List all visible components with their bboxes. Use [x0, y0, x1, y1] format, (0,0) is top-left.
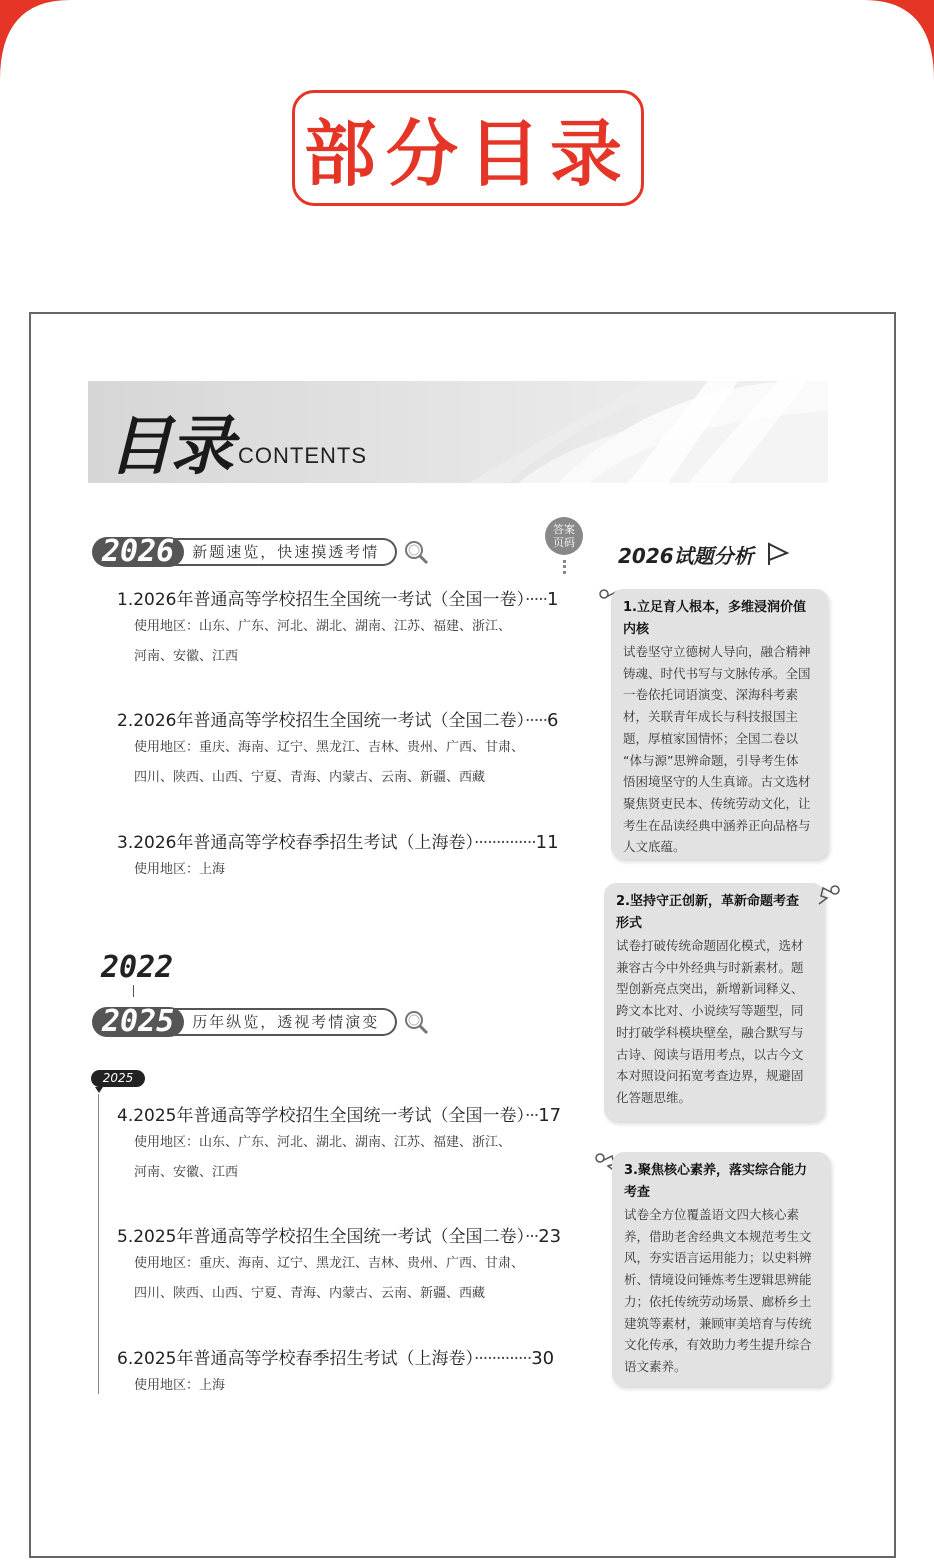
analysis-title: 2026试题分析 [618, 540, 791, 569]
magnifier-icon [403, 539, 429, 565]
page-number: 11 [535, 832, 559, 853]
year-slogan: 历年纵览，透视考情演变 [170, 1008, 397, 1036]
card-body: 试卷坚守立德树人导向，融合精神 铸魂、时代书写与文脉传承。全国 一卷依托词语演变、深海科考素 材，关联青年成长与科技报国主 题，厚植家国情怀；全国二卷以 “体与源”思辨命题，引导考生体 悟困境坚守的人生真谛。古文选材 聚焦贤吏民本、传统劳动文化，让 考生在品读经典中涵养正向品格与 人文底蕴。 [623, 644, 811, 855]
badge-dotted-line [563, 560, 569, 574]
flag-icon [765, 541, 791, 567]
toc-entry-title[interactable]: 2.2026年普通高等学校招生全国统一考试（全国二卷）·····6 [117, 710, 559, 731]
banner-title: 部分目录 [303, 112, 632, 196]
section-banner [292, 90, 644, 206]
toc-entry-title[interactable]: 4.2025年普通高等学校招生全国统一考试（全国一卷）···17 [117, 1105, 562, 1126]
year-pill-2025 [92, 1004, 429, 1039]
toc-entry-regions: 使用地区：上海 [134, 862, 226, 877]
badge-line1: 答案 [553, 523, 575, 536]
page-number: 17 [538, 1105, 562, 1126]
toc-entry-regions: 使用地区：上海 [134, 1378, 226, 1393]
card-heading: 2.坚持守正创新，革新命题考查 形式 [616, 894, 799, 931]
card-heading: 3.聚焦核心素养，落实综合能力 考查 [624, 1163, 807, 1200]
toc-entry-title[interactable]: 3.2026年普通高等学校春季招生考试（上海卷）··············11 [117, 832, 559, 853]
toc-entry-regions: 使用地区：重庆、海南、辽宁、黑龙江、吉林、贵州、广西、甘肃、 四川、陕西、山西、宁夏、青海、内蒙古、云南、新疆、西藏 [134, 740, 525, 785]
pushpin-icon [815, 884, 841, 906]
year-tag-pointer [95, 1087, 103, 1093]
contents-title: 目录 [108, 410, 232, 483]
year-range-connector [133, 985, 134, 997]
toc-entry-title[interactable]: 5.2025年普通高等学校招生全国统一考试（全国二卷）···23 [117, 1226, 562, 1247]
contents-header [88, 381, 828, 483]
toc-entry-regions: 使用地区：山东、广东、河北、湖北、湖南、江苏、福建、浙江、 河南、安徽、江西 [134, 1135, 512, 1180]
magnifier-icon [403, 1009, 429, 1035]
toc-entry-regions: 使用地区：山东、广东、河北、湖北、湖南、江苏、福建、浙江、 河南、安徽、江西 [134, 619, 512, 664]
analysis-card-1 [611, 589, 828, 859]
year-pill-2026 [92, 534, 429, 569]
top-red-arc [0, 0, 934, 80]
contents-subtitle: CONTENTS [238, 443, 367, 468]
page-number: 1 [547, 589, 559, 610]
year-label: 2025 [92, 1007, 184, 1037]
card-body: 试卷打破传统命题固化模式，选材 兼容古今中外经典与时新素材。题 型创新亮点突出，新增新词释义、 跨文本比对、小说续写等题型，同 时打破学科模块壁垒，融合默写与 古诗、阅读与语用考点，以古今文 本对照设问拓宽考查边界，规避固 化答题思维。 [616, 938, 804, 1105]
page-number: 6 [547, 710, 559, 731]
analysis-card-3 [612, 1152, 830, 1386]
year-label: 2026 [92, 537, 184, 567]
toc-entry-title[interactable]: 6.2025年普通高等学校春季招生考试（上海卷）·············30 [117, 1348, 555, 1369]
answer-page-badge [545, 517, 583, 555]
toc-entry-regions: 使用地区：重庆、海南、辽宁、黑龙江、吉林、贵州、广西、甘肃、 四川、陕西、山西、宁夏、青海、内蒙古、云南、新疆、西藏 [134, 1256, 525, 1301]
analysis-card-2 [604, 883, 824, 1121]
page-number: 23 [538, 1226, 562, 1247]
card-body: 试卷全方位覆盖语文四大核心素 养，借助老舍经典文本规范考生文 风，夯实语言运用能力；以史料辨 析、情境设问锤炼考生逻辑思辨能 力；依托传统劳动场景、廊桥乡土 建筑等素材，兼顾审美培育与传统 文化传承，有效助力考生提升综合 语文素养。 [624, 1207, 812, 1374]
card-heading: 1.立足育人根本，多维浸润价值 内核 [623, 600, 806, 637]
timeline-line [98, 1094, 99, 1394]
year-slogan: 新题速览，快速摸透考情 [170, 538, 397, 566]
year-tag: 2025 [91, 1070, 145, 1087]
page-number: 30 [531, 1348, 555, 1369]
year-range-start: 2022 [101, 950, 174, 985]
badge-line2: 页码 [553, 536, 575, 549]
toc-entry-title[interactable]: 1.2026年普通高等学校招生全国统一考试（全国一卷）·····1 [117, 589, 559, 610]
